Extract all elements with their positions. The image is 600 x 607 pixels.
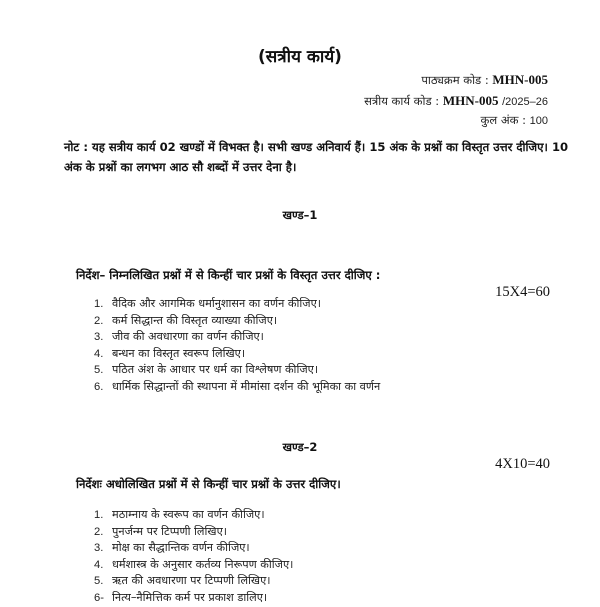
question-text: कर्म सिद्धान्त की विस्तृत व्याख्या कीजिए।: [112, 313, 278, 327]
question-item: [94, 507, 293, 524]
question-number: 6-: [94, 591, 104, 604]
question-item: [94, 313, 380, 330]
question-item: [94, 573, 293, 590]
question-text: पुनर्जन्म पर टिप्पणी लिखिए।: [112, 524, 227, 538]
course-code-label: पाठ्यक्रम कोड :: [421, 73, 489, 87]
question-item: [94, 540, 293, 557]
section-2-marks: 4X10=40: [495, 456, 550, 472]
question-number: 1.: [94, 509, 104, 521]
question-number: 4.: [94, 558, 104, 571]
course-code-line: [421, 72, 548, 88]
question-number: 1.: [94, 298, 104, 310]
question-number: 4.: [94, 347, 104, 360]
question-number: 2.: [94, 525, 104, 538]
question-number: 3.: [94, 331, 104, 344]
section-2-question-list: [94, 507, 293, 607]
section-1-question-list: [94, 296, 380, 396]
section-2-instruction: निर्देशः अधोलिखित प्रश्नों में से किन्हीं चार प्रश्नों के उत्तर दीजिए।: [76, 477, 341, 491]
question-item: [94, 557, 293, 574]
question-item: [94, 524, 293, 541]
question-item: [94, 379, 380, 396]
question-text: जीव की अवधारणा का वर्णन कीजिए।: [112, 330, 264, 344]
question-text: बन्धन का विस्तृत स्वरूप लिखिए।: [112, 346, 246, 360]
total-marks-label: कुल अंक :: [480, 113, 526, 127]
question-number: 5.: [94, 364, 104, 377]
section-1-instruction: निर्देश– निम्नलिखित प्रश्नों में से किन्हीं चार प्रश्नों के विस्तृत उत्तर दीजिए :: [76, 268, 381, 282]
question-text: ऋत की अवधारणा पर टिप्पणी लिखिए।: [112, 574, 271, 588]
course-code: MHN-005: [492, 72, 548, 87]
question-item: [94, 296, 380, 313]
question-number: 3.: [94, 542, 104, 555]
question-item: [94, 329, 380, 346]
page-title: (सत्रीय कार्य): [258, 47, 342, 67]
instructions-note: नोट : यह सत्रीय कार्य 02 खण्डों में विभक्त है। सभी खण्ड अनिवार्य हैं। 15 अंक के प्रश्नों का विस्तृत उत्तर दीजिए। 10 अंक के प्रश्नों का लगभग आठ सौ शब्दों में उत्तर देना है।: [64, 140, 569, 174]
assignment-code-label: सत्रीय कार्य कोड :: [364, 94, 440, 108]
section-2-heading: खण्ड–2: [282, 440, 318, 454]
assignment-code-line: [364, 93, 548, 109]
question-text: धर्मशास्त्र के अनुसार कर्तव्य निरूपण कीजिए।: [112, 557, 294, 571]
section-1-heading: खण्ड–1: [282, 208, 318, 222]
total-marks-line: [481, 113, 548, 128]
question-item: [94, 362, 380, 379]
session-year: /2025–26: [502, 96, 548, 108]
total-marks: 100: [529, 115, 548, 127]
question-item: [94, 346, 380, 363]
question-text: वैदिक और आगमिक धर्मानुशासन का वर्णन कीजिए।: [112, 297, 321, 310]
question-text: मठाम्नाय के स्वरूप का वर्णन कीजिए।: [112, 508, 265, 521]
question-text: पठित अंश के आधार पर धर्म का विश्लेषण कीजिए।: [112, 363, 319, 377]
question-number: 6.: [94, 380, 104, 393]
question-text: मोक्ष का सैद्धान्तिक वर्णन कीजिए।: [112, 541, 250, 555]
question-text: धार्मिक सिद्धान्तों की स्थापना में मीमांसा दर्शन की भूमिका का वर्णन: [112, 379, 381, 393]
question-text: नित्य–नैमित्तिक कर्म पर प्रकाश डालिए।: [112, 590, 268, 604]
question-item: [94, 590, 293, 607]
question-number: 2.: [94, 314, 104, 327]
question-number: 5.: [94, 575, 104, 588]
assignment-code: MHN-005: [442, 93, 499, 108]
section-1-marks: 15X4=60: [495, 284, 550, 300]
